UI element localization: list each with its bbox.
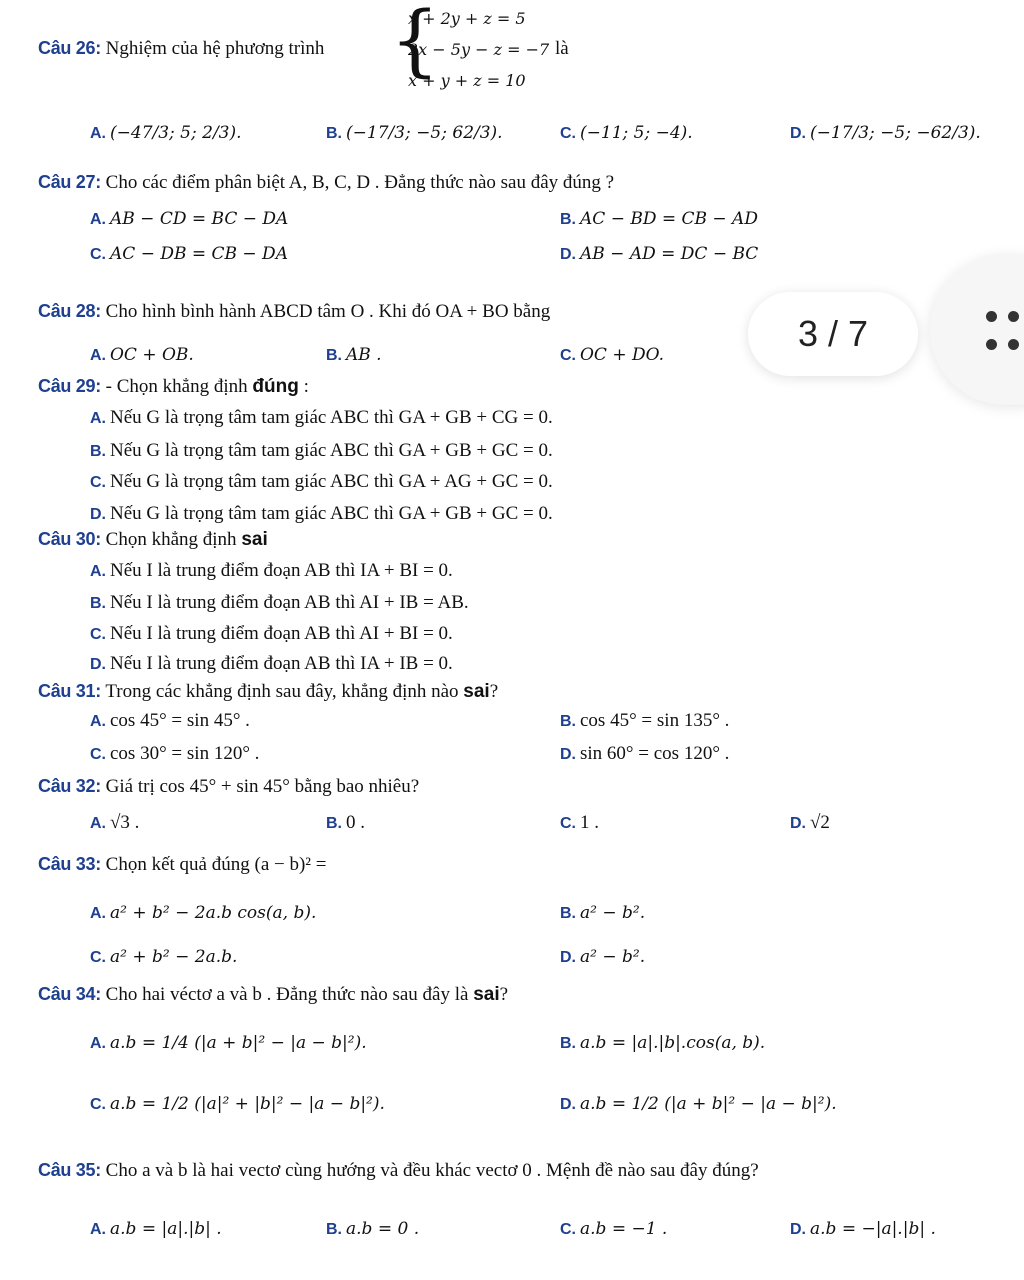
q34-option-d[interactable]: D. a.b = 1/2 (|a + b|² − |a − b|²). [560, 1094, 837, 1114]
question-label: Câu 35: [38, 1160, 101, 1180]
question-text: Cho a và b là hai vectơ cùng hướng và đều khác vectơ 0 . Mệnh đề nào sau đây đúng? [105, 1160, 759, 1181]
question-tail: là [555, 38, 569, 59]
question-31: Câu 31: Trong các khẳng định sau đây, khẳng định nào sai? [38, 681, 499, 702]
q31-option-a[interactable]: A. cos 45° = sin 45° . [90, 710, 250, 731]
question-emphasis: sai [241, 529, 268, 550]
question-text: - Chọn khẳng định [105, 376, 248, 397]
question-label: Câu 30: [38, 529, 101, 549]
q32-option-d[interactable]: D. √2 [790, 812, 830, 833]
q32-option-c[interactable]: C. 1 . [560, 812, 599, 833]
equation-1: x + 2y + z = 5 [408, 9, 526, 28]
q27-option-a[interactable]: A. AB − CD = BC − DA [90, 209, 289, 229]
question-text: Cho hai véctơ a và b . Đẳng thức nào sau đây là [105, 984, 469, 1005]
q30-option-a[interactable]: A. Nếu I là trung điểm đoạn AB thì IA + BI = 0. [90, 560, 453, 581]
q26-option-c[interactable]: C. (−11; 5; −4). [560, 123, 693, 143]
question-27 [38, 172, 614, 194]
equation-3: x + y + z = 10 [408, 71, 526, 90]
question-text: Nghiệm của hệ phương trình [105, 38, 325, 59]
question-29 [38, 376, 309, 398]
q32-option-a[interactable]: A. √3 . [90, 812, 140, 833]
q28-option-c[interactable]: C. OC + DO. [560, 345, 664, 365]
q26-option-b[interactable]: B. (−17/3; −5; 62/3). [326, 123, 503, 143]
q34-option-c[interactable]: C. a.b = 1/2 (|a|² + |b|² − |a − b|²). [90, 1094, 385, 1114]
q33-option-b[interactable]: B. a² − b². [560, 903, 646, 923]
question-text: Chọn khẳng định [105, 529, 237, 550]
question-text: Giá trị cos 45° + sin 45° bằng bao nhiêu? [105, 776, 420, 797]
question-34: Câu 34: Cho hai véctơ a và b . Đẳng thức nào sau đây là sai? [38, 984, 509, 1005]
q29-option-d[interactable]: D. Nếu G là trọng tâm tam giác ABC thì GA + GB + GC = 0. [90, 503, 553, 524]
q30-option-c[interactable]: C. Nếu I là trung điểm đoạn AB thì AI + BI = 0. [90, 623, 453, 644]
question-label: Câu 32: [38, 776, 101, 796]
q33-option-a[interactable]: A. a² + b² − 2a.b cos(a, b). [90, 903, 317, 923]
q31-option-b[interactable]: B. cos 45° = sin 135° . [560, 710, 730, 731]
q35-option-b[interactable]: B. a.b = 0 . [326, 1219, 420, 1239]
question-label: Câu 26: [38, 38, 101, 58]
question-emphasis: sai [473, 984, 500, 1005]
question-tail: : [303, 376, 309, 397]
q30-option-d[interactable]: D. Nếu I là trung điểm đoạn AB thì IA + IB = 0. [90, 653, 453, 674]
q29-option-c[interactable]: C. Nếu G là trọng tâm tam giác ABC thì GA + AG + GC = 0. [90, 471, 553, 492]
equation-system [408, 3, 549, 96]
question-label: Câu 27: [38, 172, 101, 192]
question-33 [38, 854, 326, 876]
q35-option-a[interactable]: A. a.b = |a|.|b| . [90, 1219, 222, 1239]
q33-option-c[interactable]: C. a² + b² − 2a.b. [90, 947, 238, 967]
question-26 [38, 38, 324, 60]
q34-option-b[interactable]: B. a.b = |a|.|b|.cos(a, b). [560, 1033, 766, 1053]
q28-option-a[interactable]: A. OC + OB. [90, 345, 194, 365]
page-indicator [748, 292, 918, 376]
question-label: Câu 34: [38, 984, 101, 1004]
question-30 [38, 529, 268, 551]
question-emphasis: đúng [252, 376, 299, 397]
equation-2: 2x − 5y − z = −7 [408, 40, 550, 59]
q35-option-c[interactable]: C. a.b = −1 . [560, 1219, 668, 1239]
question-28 [38, 301, 550, 323]
q34-option-a[interactable]: A. a.b = 1/4 (|a + b|² − |a − b|²). [90, 1033, 367, 1053]
q30-option-b[interactable]: B. Nếu I là trung điểm đoạn AB thì AI + IB = AB. [90, 592, 469, 613]
q26-option-d[interactable]: D. (−17/3; −5; −62/3). [790, 123, 981, 143]
question-32 [38, 776, 419, 798]
q27-option-d[interactable]: D. AB − AD = DC − BC [560, 244, 759, 264]
q27-option-c[interactable]: C. AC − DB = CB − DA [90, 244, 288, 264]
question-text: Chọn kết quả đúng (a − b)² = [105, 854, 327, 875]
question-35 [38, 1160, 759, 1182]
q32-option-b[interactable]: B. 0 . [326, 812, 365, 833]
q27-option-b[interactable]: B. AC − BD = CB − AD [560, 209, 758, 229]
question-text: Cho các điểm phân biệt A, B, C, D . Đẳng thức nào sau đây đúng ? [105, 172, 615, 193]
q26-option-a[interactable]: A. (−47/3; 5; 2/3). [90, 123, 242, 143]
q35-option-d[interactable]: D. a.b = −|a|.|b| . [790, 1219, 936, 1239]
more-options-button[interactable] [930, 255, 1024, 405]
q31-option-c[interactable]: C. cos 30° = sin 120° . [90, 743, 260, 764]
question-label: Câu 33: [38, 854, 101, 874]
q33-option-d[interactable]: D. a² − b². [560, 947, 646, 967]
q29-option-b[interactable]: B. Nếu G là trọng tâm tam giác ABC thì GA + GB + GC = 0. [90, 440, 553, 461]
question-label: Câu 28: [38, 301, 101, 321]
question-text: Cho hình bình hành ABCD tâm O . Khi đó OA + BO bằng [105, 301, 551, 322]
question-label: Câu 31: [38, 681, 101, 701]
system-brace: { [390, 0, 440, 86]
page-indicator-label: 3 / 7 [797, 313, 869, 354]
q28-option-b[interactable]: B. AB . [326, 345, 382, 365]
q29-option-a[interactable]: A. Nếu G là trọng tâm tam giác ABC thì GA + GB + CG = 0. [90, 407, 553, 428]
q31-option-d[interactable]: D. sin 60° = cos 120° . [560, 743, 730, 764]
question-emphasis: sai [463, 681, 490, 702]
question-label: Câu 29: [38, 376, 101, 396]
question-text: Trong các khẳng định sau đây, khẳng định nào [105, 681, 459, 702]
